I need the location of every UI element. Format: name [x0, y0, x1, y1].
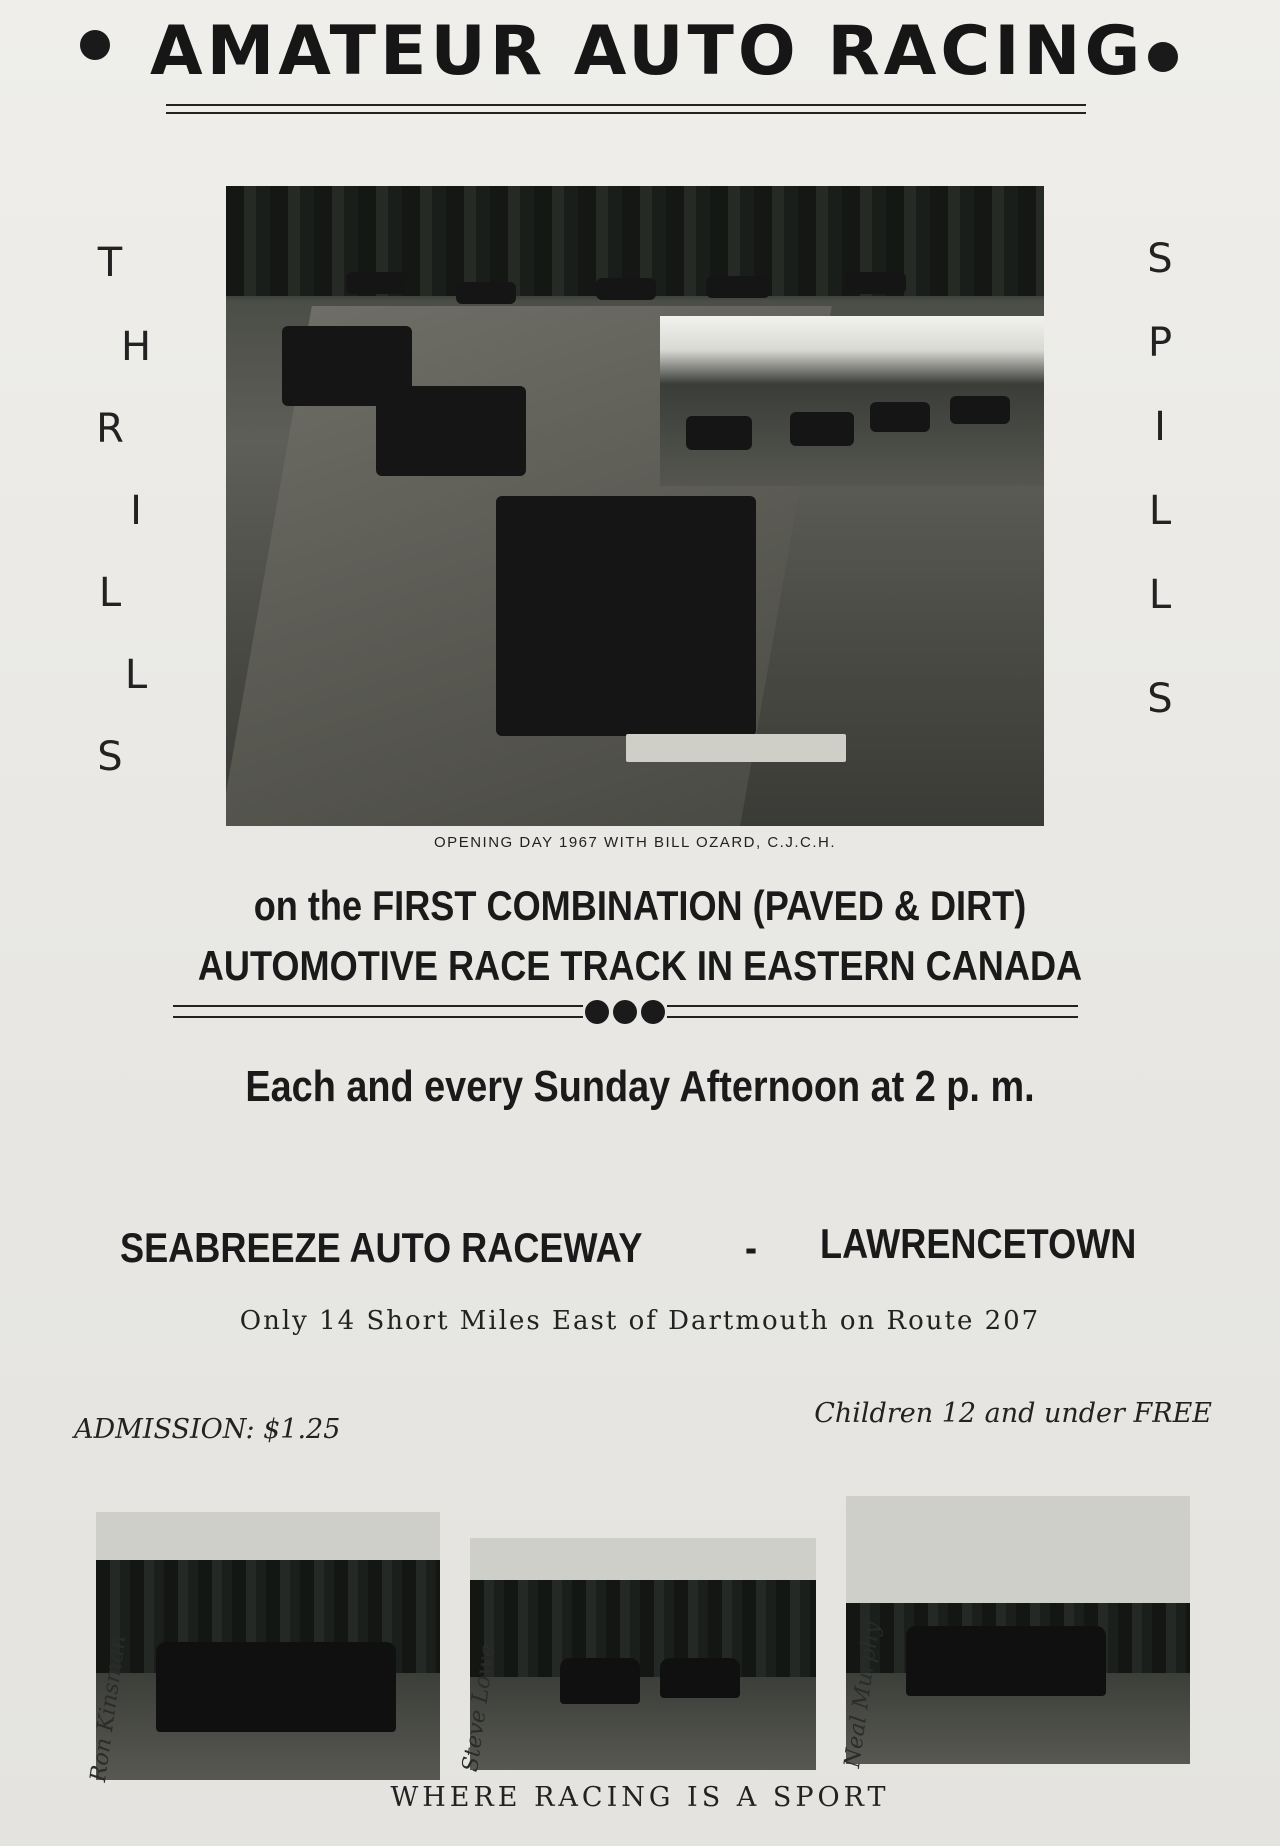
- spills-letter: P: [1147, 320, 1173, 366]
- spills-vertical: [1130, 236, 1190, 736]
- bullet-left: [80, 30, 110, 60]
- admission-price: ADMISSION: $1.25: [74, 1414, 341, 1445]
- thumb-ground: [470, 1677, 816, 1770]
- thumbnail-photo-2: [470, 1538, 816, 1770]
- background-car: [846, 272, 906, 294]
- spills-letter: L: [1148, 572, 1172, 618]
- spills-letter: L: [1148, 488, 1172, 534]
- venue-name: SEABREEZE AUTO RACEWAY: [120, 1224, 643, 1271]
- ornament-dot: [585, 1000, 609, 1024]
- ornament-dot: [613, 1000, 637, 1024]
- bullet-right: [1148, 42, 1178, 72]
- ornament-divider: [173, 1000, 1078, 1024]
- thrills-letter: L: [98, 570, 122, 616]
- signature-3: Neal Murphy: [840, 1620, 886, 1770]
- thumb-car: [156, 1642, 396, 1732]
- thrills-vertical: [80, 240, 152, 780]
- thrills-letter: T: [97, 240, 123, 286]
- ornament-rule-right: [667, 1005, 1078, 1018]
- venue-separator: -: [744, 1224, 758, 1271]
- schedule-text: Each and every Sunday Afternoon at 2 p. m.: [245, 1062, 1035, 1111]
- signature-2: Steve Lowe: [458, 1642, 501, 1774]
- background-car: [596, 278, 656, 300]
- background-car: [456, 282, 516, 304]
- main-race-photo: [226, 186, 1044, 826]
- inset-car: [950, 396, 1010, 424]
- photo-caption: OPENING DAY 1967 WITH BILL OZARD, C.J.C.H.: [434, 834, 836, 851]
- thrills-letter: S: [97, 734, 123, 780]
- inset-car: [790, 412, 854, 446]
- thumb-forest: [470, 1580, 816, 1691]
- title-rule-bottom: [166, 112, 1086, 114]
- spills-letter: S: [1147, 236, 1173, 282]
- race-car-lead: [496, 496, 756, 736]
- headline-line-2: AUTOMOTIVE RACE TRACK IN EASTERN CANADA: [197, 942, 1083, 989]
- ornament-rule-left: [173, 1005, 583, 1018]
- thrills-letter: H: [120, 324, 152, 370]
- headline-line-1: on the FIRST COMBINATION (PAVED & DIRT): [253, 882, 1027, 929]
- spills-letter: I: [1154, 404, 1166, 450]
- inset-car: [686, 416, 752, 450]
- background-car: [706, 276, 770, 298]
- inset-car: [870, 402, 930, 432]
- thrills-letter: I: [130, 488, 142, 534]
- photo-inset-pack: [660, 316, 1044, 486]
- thumbnail-photo-1: [96, 1512, 440, 1780]
- venue-directions: Only 14 Short Miles East of Dartmouth on Route 207: [239, 1306, 1041, 1336]
- venue-town: LAWRENCETOWN: [820, 1220, 1137, 1267]
- thumb-car: [560, 1658, 640, 1704]
- title-rule-top: [166, 104, 1086, 106]
- poster-title: AMATEUR AUTO RACING: [150, 12, 1145, 91]
- children-free: Children 12 and under FREE: [814, 1398, 1212, 1429]
- thrills-letter: L: [124, 652, 148, 698]
- race-car-second: [376, 386, 526, 476]
- thrills-letter: R: [96, 406, 124, 452]
- thumbnail-photo-3: [846, 1496, 1190, 1764]
- ornament-dot: [641, 1000, 665, 1024]
- thumb-car: [906, 1626, 1106, 1696]
- footer-tagline: WHERE RACING IS A SPORT: [390, 1782, 890, 1813]
- spills-letter: S: [1147, 676, 1173, 722]
- race-car-bumper: [626, 734, 846, 762]
- thumb-car: [660, 1658, 740, 1698]
- background-car: [346, 272, 406, 294]
- signature-1: Ron Kinsman: [86, 1633, 132, 1784]
